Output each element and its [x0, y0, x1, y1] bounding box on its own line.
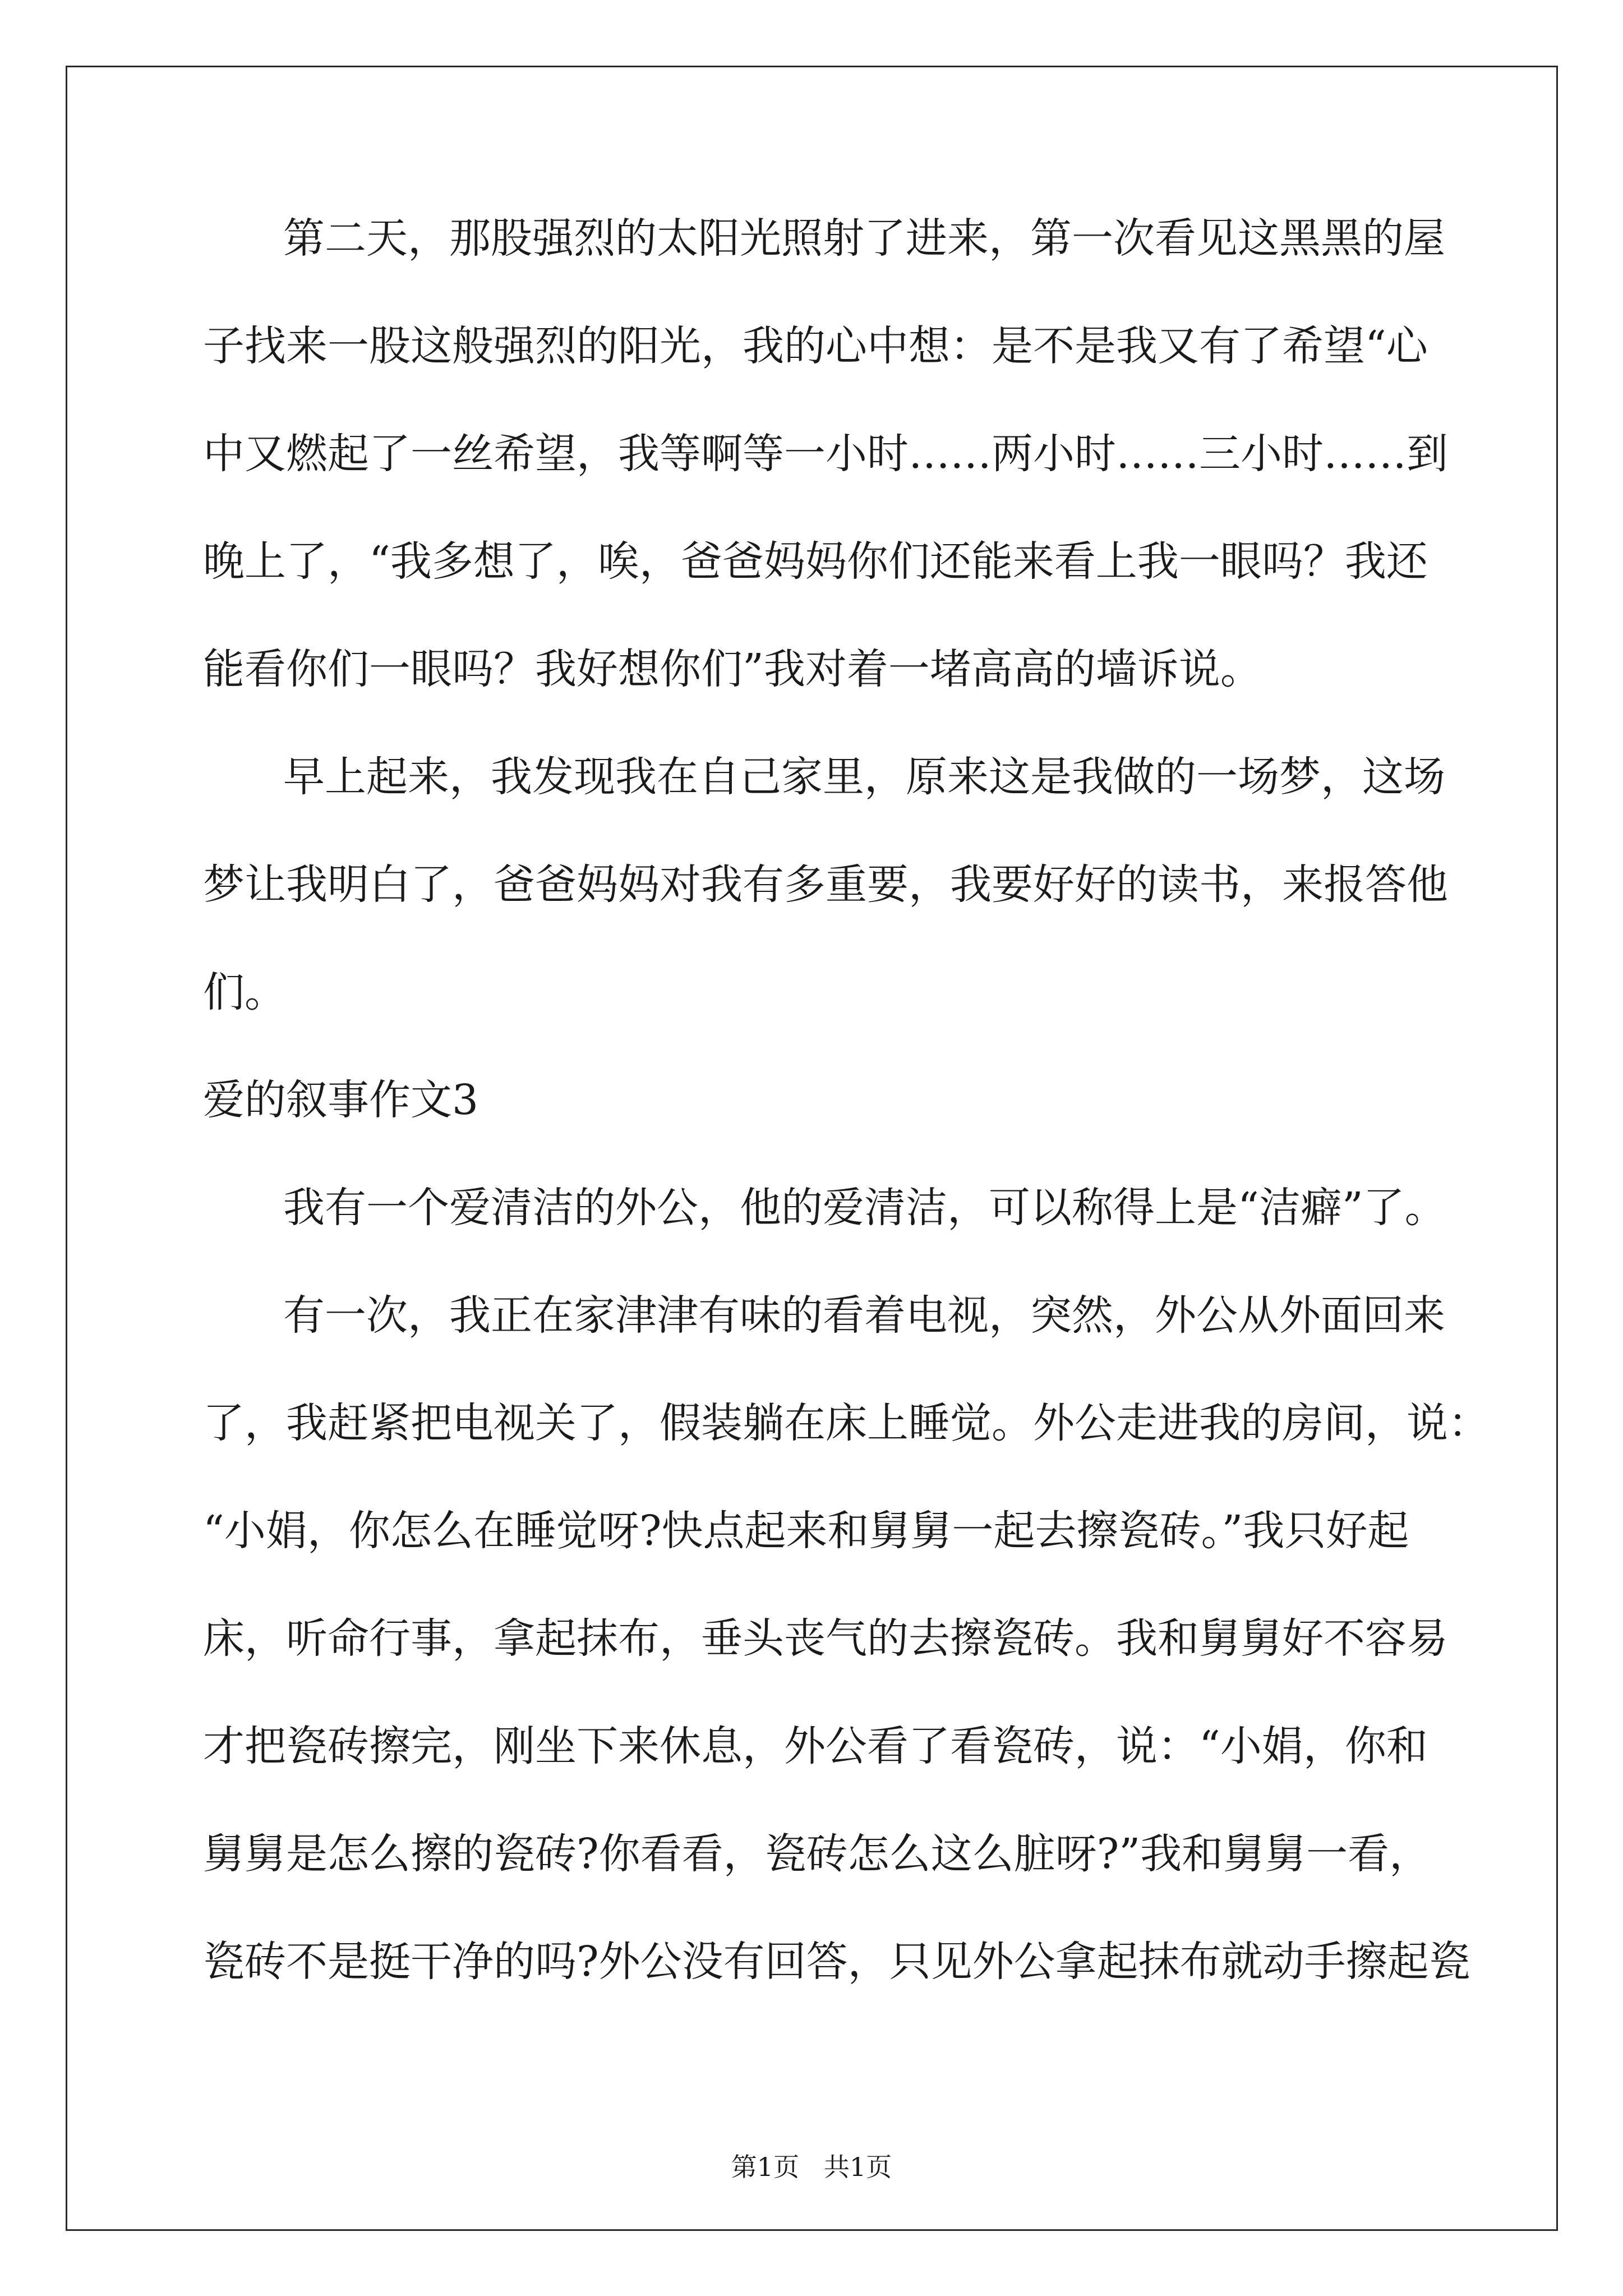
page-number-footer: 第1页 共1页	[731, 2152, 892, 2182]
paragraph-line: 我有一个爱清洁的外公，他的爱清洁，可以称得上是“洁癖”了。	[283, 1184, 1446, 1232]
paragraph-line: 第二天，那股强烈的太阳光照射了进来，第一次看见这黑黑的屋	[283, 214, 1445, 263]
paragraph-line: 能看你们一眼吗？我好想你们”我对着一堵高高的墙诉说。	[203, 645, 1262, 693]
paragraph-line: 们。	[203, 968, 286, 1016]
paragraph-line: 梦让我明白了，爸爸妈妈对我有多重要，我要好好的读书，来报答他	[203, 861, 1448, 909]
paragraph-line: 才把瓷砖擦完，刚坐下来休息，外公看了看瓷砖，说：“小娟，你和	[203, 1722, 1428, 1770]
paragraph-line: 舅舅是怎么擦的瓷砖?你看看，瓷砖怎么这么脏呀?”我和舅舅一看，	[203, 1830, 1431, 1878]
page-border	[66, 66, 1558, 2231]
paragraph-line: 了，我赶紧把电视关了，假装躺在床上睡觉。外公走进我的房间，说：	[203, 1399, 1490, 1447]
paragraph-line: 中又燃起了一丝希望，我等啊等一小时……两小时……三小时……到	[203, 430, 1448, 478]
paragraph-line: 床，听命行事，拿起抹布，垂头丧气的去擦瓷砖。我和舅舅好不容易	[203, 1614, 1448, 1663]
paragraph-line: 晚上了，“我多想了，唉，爸爸妈妈你们还能来看上我一眼吗？我还	[203, 537, 1428, 586]
paragraph-line: 子找来一股这般强烈的阳光，我的心中想：是不是我又有了希望“心	[203, 322, 1428, 370]
paragraph-line: 瓷砖不是挺干净的吗?外公没有回答，只见外公拿起抹布就动手擦起瓷	[203, 1938, 1470, 1986]
section-heading: 爱的叙事作文3	[203, 1076, 479, 1124]
paragraph-line: 早上起来，我发现我在自己家里，原来这是我做的一场梦，这场	[283, 753, 1445, 801]
paragraph-line: “小娟，你怎么在睡觉呀?快点起来和舅舅一起去擦瓷砖。”我只好起	[203, 1507, 1409, 1555]
paragraph-line: 有一次，我正在家津津有味的看着电视，突然，外公从外面回来	[283, 1291, 1445, 1340]
